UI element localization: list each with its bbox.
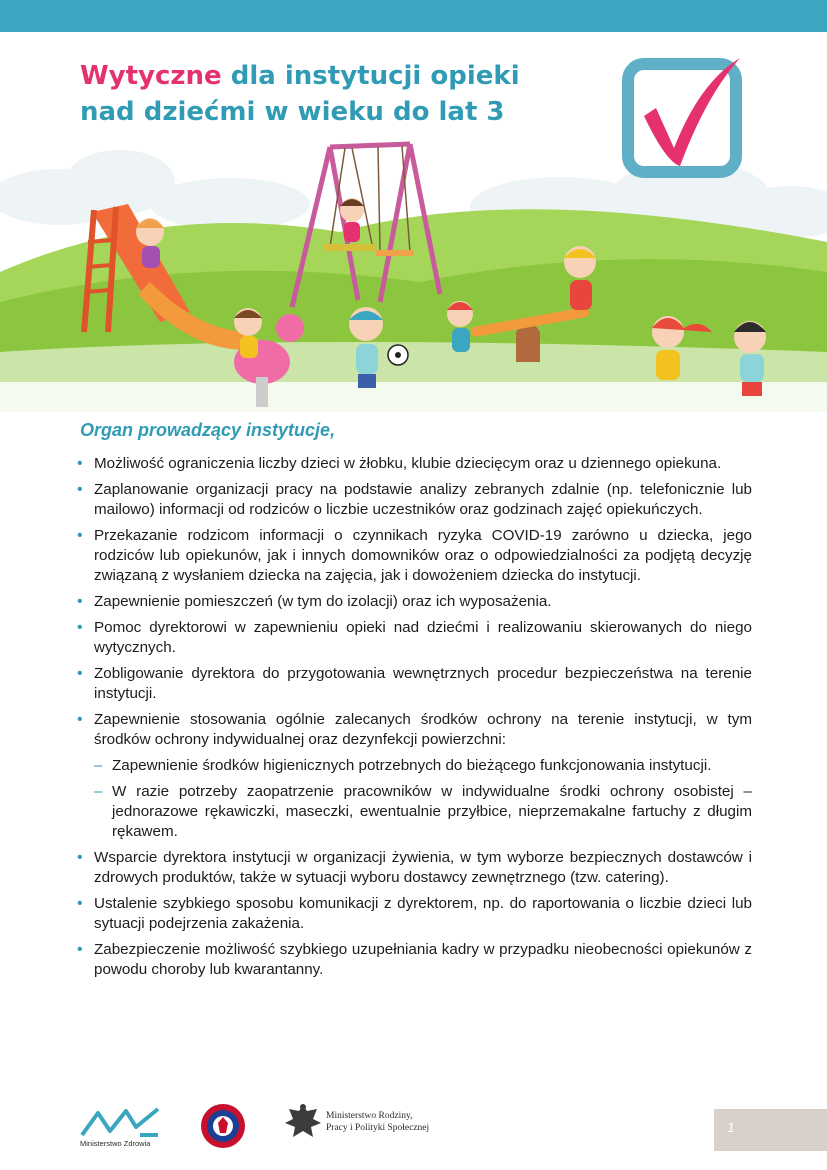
sub-list-item: – Zapewnienie środków higienicznych potrzebnych do bieżącego funkcjonowania instytucji. [94, 757, 712, 774]
list-item: • Pomoc dyrektorowi w zapewnieniu opieki nad dziećmi i realizowaniu skierowanych do niego wytycznych. [77, 619, 752, 656]
bullet-icon: • [77, 455, 83, 472]
dash-icon: – [94, 757, 103, 774]
sub-list [94, 756, 752, 842]
page-title [80, 58, 540, 130]
bullet-icon: • [77, 593, 83, 610]
bullet-icon: • [77, 711, 83, 728]
list-item: • Ustalenie szybkiego sposobu komunikacji z dyrektorem, np. do raportowania o liczbie dzieci lub sytuacji podejrzenia zakażenia. [77, 895, 752, 932]
bullet-icon: • [77, 849, 83, 866]
title-rest: dla instytucji opieki nad dziećmi w wieku do lat 3 [80, 61, 520, 127]
sub-list-item: – W razie potrzeby zaopatrzenie pracowników w indywidualne środki ochrony osobistej – jednorazowe rękawiczki, maseczki, ewentualnie przyłbice, nieprzemakalne fartuchy z długim rękawem. [94, 783, 752, 840]
list-item: • Zapewnienie stosowania ogólnie zalecanych środków ochrony na terenie instytucji, w tym środków ochrony indywidualnej oraz dezynfekcji powierzchni: – Zapewnienie środków higienicznych potrzebnych do bieżącego funkcjonowania instytucji. – W razie potrzeby zaopatrzenie pracowników w indywidualne środki ochrony osobistej – jednorazowe rękawiczki, maseczki, ewentualnie przyłbice, nieprzemakalne fartuchy z długim rękawem. [77, 711, 752, 840]
bullet-icon: • [77, 619, 83, 636]
list-item: • Zobligowanie dyrektora do przygotowania wewnętrznych procedur bezpieczeństwa na terenie instytucji. [77, 665, 752, 702]
title-accent: Wytyczne [80, 61, 222, 91]
bullet-icon: • [77, 527, 83, 544]
list-item: • Wsparcie dyrektora instytucji w organizacji żywienia, w tym wyborze bezpiecznych dostawców i zdrowych produktów, także w sytuacji wyboru dostawcy zewnętrznego (tzw. catering). [77, 849, 752, 886]
guidelines-list [76, 454, 752, 986]
list-item: • Możliwość ograniczenia liczby dzieci w żłobku, klubie dziecięcym oraz u dziennego opiekuna. [77, 455, 722, 472]
sanitary-inspection-seal-icon [200, 1103, 246, 1149]
polish-eagle-emblem-icon [283, 1101, 323, 1145]
footer [0, 1095, 827, 1170]
bullet-icon: • [77, 665, 83, 682]
bullet-icon: • [77, 895, 83, 912]
section-heading: Organ prowadzący instytucje, [80, 420, 336, 440]
list-item: • Zaplanowanie organizacji pracy na podstawie analizy zebranych zdalnie (np. telefonicznie lub mailowo) informacji od rodziców o liczbie uczestników oraz godzinach zajęć opiekuńczych. [77, 481, 752, 518]
checkbox-check-icon [622, 52, 748, 182]
list-item: • Przekazanie rodzicom informacji o czynnikach ryzyka COVID-19 zarówno u dziecka, jego rodziców lub opiekunów, jak i innych domowników oraz o odpowiedzialności za podjętą decyzję związaną z wysłaniem dziecka na zajęcia, jak i dowożeniem dziecka do instytucji. [77, 527, 752, 584]
ministry-family-label: Ministerstwo Rodziny, Pracy i Polityki Społecznej [326, 1111, 430, 1133]
top-color-bar [0, 0, 827, 32]
list-item: • Zapewnienie pomieszczeń (w tym do izolacji) oraz ich wyposażenia. [77, 593, 552, 610]
list-item: • Zabezpieczenie możliwość szybkiego uzupełniania kadry w przypadku nieobecności opiekunów z powodu choroby lub kwarantanny. [77, 941, 752, 978]
bullet-icon: • [77, 481, 83, 498]
page-number: 1 [727, 1119, 735, 1135]
dash-icon: – [94, 783, 103, 800]
ministry-health-label: Ministerstwo Zdrowia [80, 1139, 151, 1148]
bullet-icon: • [77, 941, 83, 958]
